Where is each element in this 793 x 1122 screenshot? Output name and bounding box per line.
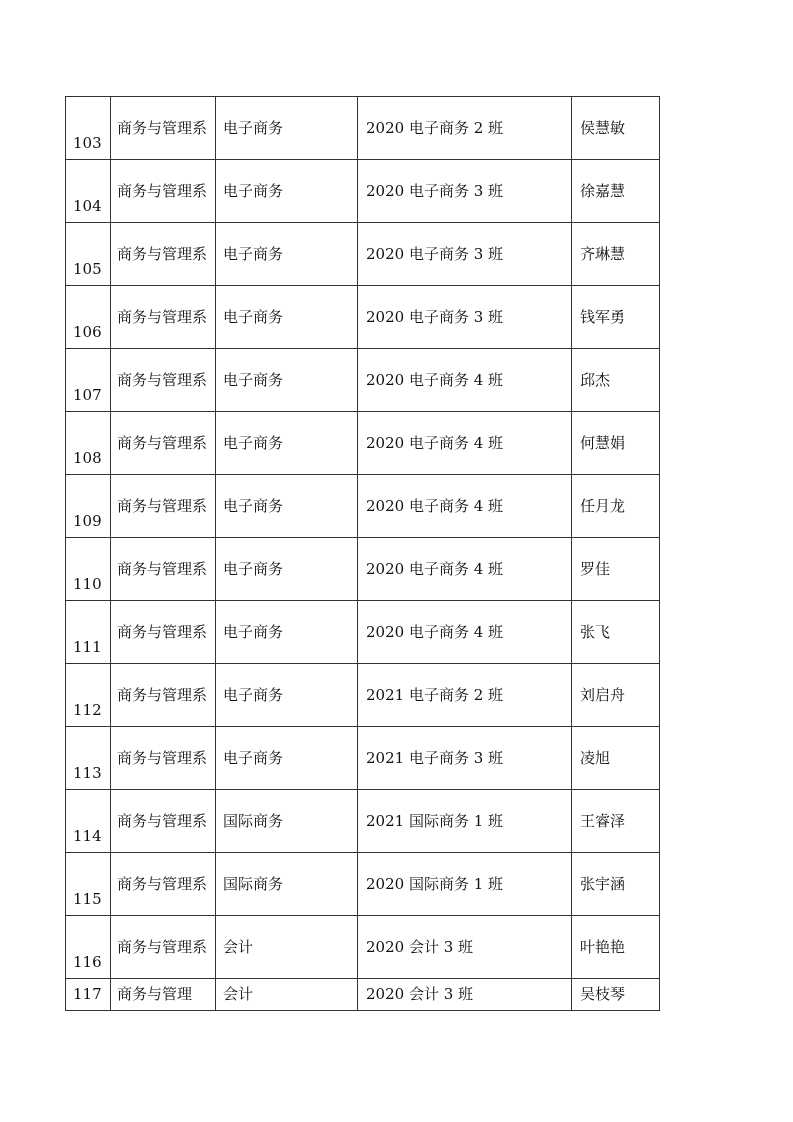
department-cell: 商务与管理系 <box>111 916 216 979</box>
table-row <box>66 853 660 916</box>
class-cell: 2021 电子商务 3 班 <box>358 727 572 790</box>
department-cell: 商务与管理系 <box>111 538 216 601</box>
table-row <box>66 979 660 1011</box>
table-row <box>66 790 660 853</box>
department-cell: 商务与管理系 <box>111 853 216 916</box>
student-name-cell: 张宇涵 <box>572 853 660 916</box>
major-cell: 电子商务 <box>216 475 358 538</box>
student-name-cell: 吴枝琴 <box>572 979 660 1011</box>
table-row <box>66 601 660 664</box>
class-cell: 2020 国际商务 1 班 <box>358 853 572 916</box>
class-cell: 2020 会计 3 班 <box>358 916 572 979</box>
row-number-cell: 116 <box>66 916 111 979</box>
class-cell: 2020 电子商务 3 班 <box>358 160 572 223</box>
class-cell: 2020 电子商务 3 班 <box>358 223 572 286</box>
table-row <box>66 286 660 349</box>
row-number-cell: 104 <box>66 160 111 223</box>
class-cell: 2020 电子商务 4 班 <box>358 601 572 664</box>
student-name-cell: 邱杰 <box>572 349 660 412</box>
major-cell: 电子商务 <box>216 97 358 160</box>
major-cell: 国际商务 <box>216 790 358 853</box>
row-number-cell: 111 <box>66 601 111 664</box>
class-cell: 2020 电子商务 4 班 <box>358 538 572 601</box>
roster-table-body <box>66 97 660 1011</box>
department-cell: 商务与管理系 <box>111 97 216 160</box>
major-cell: 电子商务 <box>216 727 358 790</box>
table-row <box>66 727 660 790</box>
table-row <box>66 664 660 727</box>
row-number-cell: 106 <box>66 286 111 349</box>
department-cell: 商务与管理系 <box>111 160 216 223</box>
student-name-cell: 凌旭 <box>572 727 660 790</box>
table-row <box>66 223 660 286</box>
class-cell: 2020 会计 3 班 <box>358 979 572 1011</box>
student-name-cell: 刘启舟 <box>572 664 660 727</box>
major-cell: 会计 <box>216 916 358 979</box>
class-cell: 2020 电子商务 2 班 <box>358 97 572 160</box>
student-name-cell: 王睿泽 <box>572 790 660 853</box>
table-row <box>66 538 660 601</box>
major-cell: 国际商务 <box>216 853 358 916</box>
row-number-cell: 112 <box>66 664 111 727</box>
department-cell: 商务与管理系 <box>111 790 216 853</box>
row-number-cell: 117 <box>66 979 111 1011</box>
student-name-cell: 任月龙 <box>572 475 660 538</box>
student-roster-table <box>65 96 660 1011</box>
major-cell: 电子商务 <box>216 601 358 664</box>
major-cell: 电子商务 <box>216 538 358 601</box>
student-name-cell: 侯慧敏 <box>572 97 660 160</box>
major-cell: 电子商务 <box>216 664 358 727</box>
class-cell: 2020 电子商务 4 班 <box>358 475 572 538</box>
student-name-cell: 钱军勇 <box>572 286 660 349</box>
major-cell: 电子商务 <box>216 349 358 412</box>
class-cell: 2020 电子商务 4 班 <box>358 412 572 475</box>
student-name-cell: 叶艳艳 <box>572 916 660 979</box>
table-row <box>66 160 660 223</box>
table-row <box>66 97 660 160</box>
row-number-cell: 115 <box>66 853 111 916</box>
major-cell: 电子商务 <box>216 412 358 475</box>
row-number-cell: 114 <box>66 790 111 853</box>
class-cell: 2021 电子商务 2 班 <box>358 664 572 727</box>
table-row <box>66 475 660 538</box>
row-number-cell: 105 <box>66 223 111 286</box>
student-name-cell: 徐嘉慧 <box>572 160 660 223</box>
row-number-cell: 107 <box>66 349 111 412</box>
student-name-cell: 张飞 <box>572 601 660 664</box>
student-name-cell: 齐琳慧 <box>572 223 660 286</box>
department-cell: 商务与管理系 <box>111 727 216 790</box>
department-cell: 商务与管理系 <box>111 475 216 538</box>
major-cell: 电子商务 <box>216 223 358 286</box>
class-cell: 2020 电子商务 4 班 <box>358 349 572 412</box>
department-cell: 商务与管理系 <box>111 664 216 727</box>
department-cell: 商务与管理系 <box>111 601 216 664</box>
table-row <box>66 916 660 979</box>
department-cell: 商务与管理系 <box>111 412 216 475</box>
row-number-cell: 113 <box>66 727 111 790</box>
department-cell: 商务与管理系 <box>111 223 216 286</box>
class-cell: 2021 国际商务 1 班 <box>358 790 572 853</box>
class-cell: 2020 电子商务 3 班 <box>358 286 572 349</box>
major-cell: 会计 <box>216 979 358 1011</box>
table-row <box>66 349 660 412</box>
row-number-cell: 109 <box>66 475 111 538</box>
row-number-cell: 103 <box>66 97 111 160</box>
student-name-cell: 何慧娟 <box>572 412 660 475</box>
major-cell: 电子商务 <box>216 160 358 223</box>
row-number-cell: 108 <box>66 412 111 475</box>
department-cell: 商务与管理系 <box>111 349 216 412</box>
table-row <box>66 412 660 475</box>
department-cell: 商务与管理 <box>111 979 216 1011</box>
student-name-cell: 罗佳 <box>572 538 660 601</box>
major-cell: 电子商务 <box>216 286 358 349</box>
row-number-cell: 110 <box>66 538 111 601</box>
department-cell: 商务与管理系 <box>111 286 216 349</box>
